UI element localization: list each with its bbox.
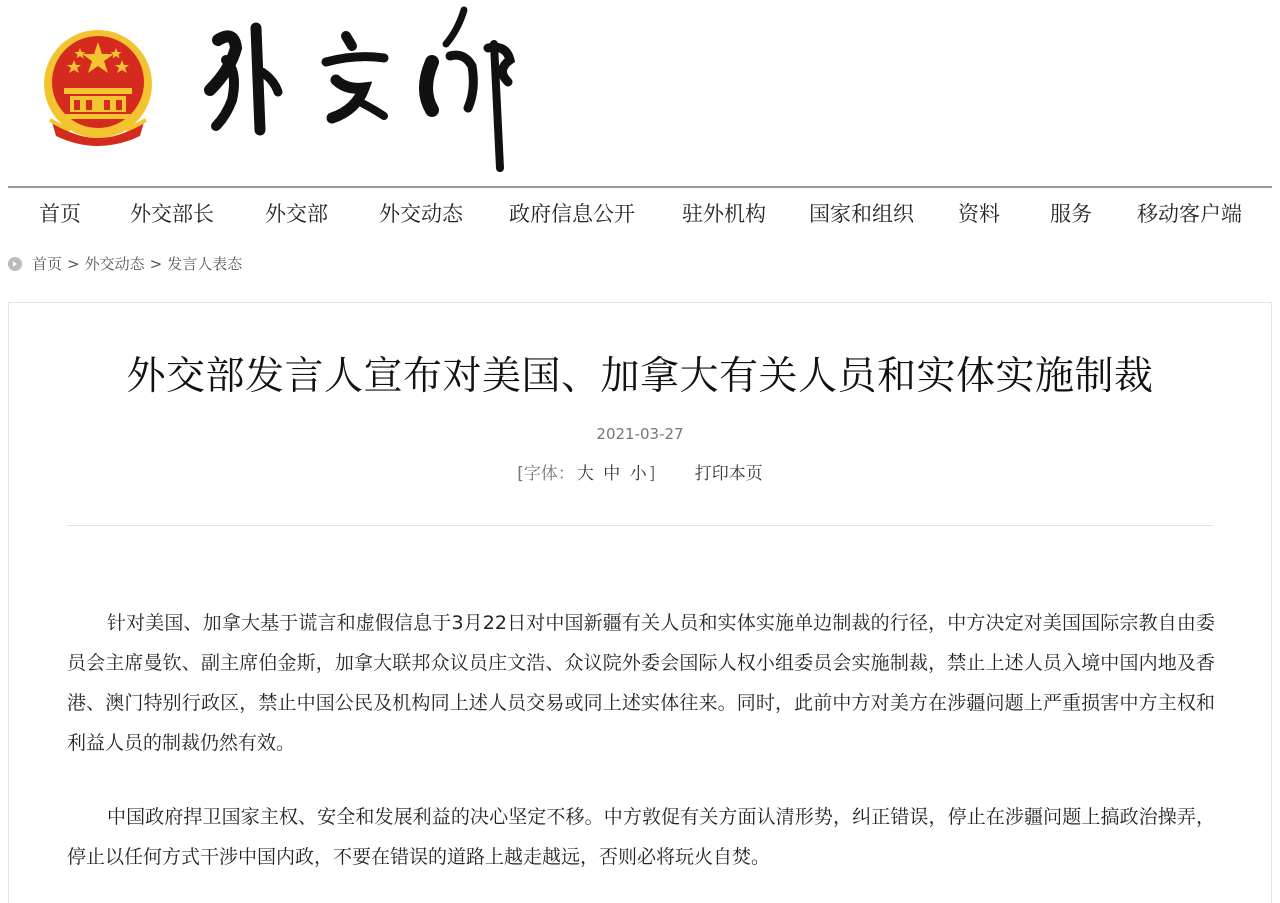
breadcrumb-spokesperson[interactable]: 发言人表态 bbox=[167, 255, 243, 273]
nav-item-services[interactable]: 服务 bbox=[1050, 202, 1092, 226]
nav-item-ministry[interactable]: 外交部 bbox=[265, 202, 328, 226]
main-nav bbox=[8, 186, 1272, 240]
ministry-calligraphy-logo[interactable] bbox=[196, 0, 536, 182]
site-header bbox=[0, 0, 1280, 186]
arrow-circle-icon bbox=[8, 257, 22, 271]
nav-item-gov-info[interactable]: 政府信息公开 bbox=[509, 202, 635, 226]
font-size-label: [字体： bbox=[517, 464, 575, 484]
breadcrumb-separator: > bbox=[149, 255, 163, 273]
nav-item-resources[interactable]: 资料 bbox=[958, 202, 1000, 226]
article-title: 外交部发言人宣布对美国、加拿大有关人员和实体实施制裁 bbox=[126, 354, 1154, 399]
breadcrumb-news[interactable]: 外交动态 bbox=[84, 255, 145, 273]
nav-item-missions[interactable]: 驻外机构 bbox=[682, 202, 766, 226]
title-divider bbox=[67, 525, 1213, 526]
article-tools bbox=[9, 459, 1271, 484]
breadcrumb-home[interactable]: 首页 bbox=[32, 255, 63, 273]
font-size-label-close: ] bbox=[648, 464, 656, 484]
nav-item-foreign-minister[interactable]: 外交部长 bbox=[130, 202, 214, 226]
article-paragraph: 中国政府捍卫国家主权、安全和发展利益的决心坚定不移。中方敦促有关方面认清形势，纠正错误，停止在涉疆问题上搞政治操弄，停止以任何方式干涉中国内政，不要在错误的道路上越走越远，否则必将玩火自焚。 bbox=[67, 806, 1215, 868]
nav-item-news[interactable]: 外交动态 bbox=[379, 202, 463, 226]
font-size-large-button[interactable]: 大 bbox=[576, 464, 594, 484]
nav-item-countries[interactable]: 国家和组织 bbox=[809, 202, 914, 226]
article-paragraph: 针对美国、加拿大基于谎言和虚假信息于3月22日对中国新疆有关人员和实体实施单边制裁的行径，中方决定对美国国际宗教自由委员会主席曼钦、副主席伯金斯，加拿大联邦众议员庄文浩、众议院外委会国际人权小组委员会实施制裁，禁止上述人员入境中国内地及香港、澳门特别行政区，禁止中国公民及机构同上述人员交易或同上述实体往来。同时，此前中方对美方在涉疆问题上严重损害中方主权和利益人员的制裁仍然有效。 bbox=[67, 612, 1215, 754]
national-emblem-icon[interactable] bbox=[40, 26, 156, 150]
print-page-link[interactable]: 打印本页 bbox=[694, 464, 763, 484]
nav-item-mobile[interactable]: 移动客户端 bbox=[1137, 202, 1242, 226]
article-date: 2021-03-27 bbox=[596, 425, 684, 443]
font-size-small-button[interactable]: 小 bbox=[629, 464, 647, 484]
breadcrumb-separator: > bbox=[67, 255, 80, 273]
font-size-medium-button[interactable]: 中 bbox=[603, 464, 621, 484]
nav-item-home[interactable]: 首页 bbox=[39, 202, 81, 226]
breadcrumb bbox=[8, 250, 242, 278]
article-panel bbox=[8, 302, 1272, 903]
